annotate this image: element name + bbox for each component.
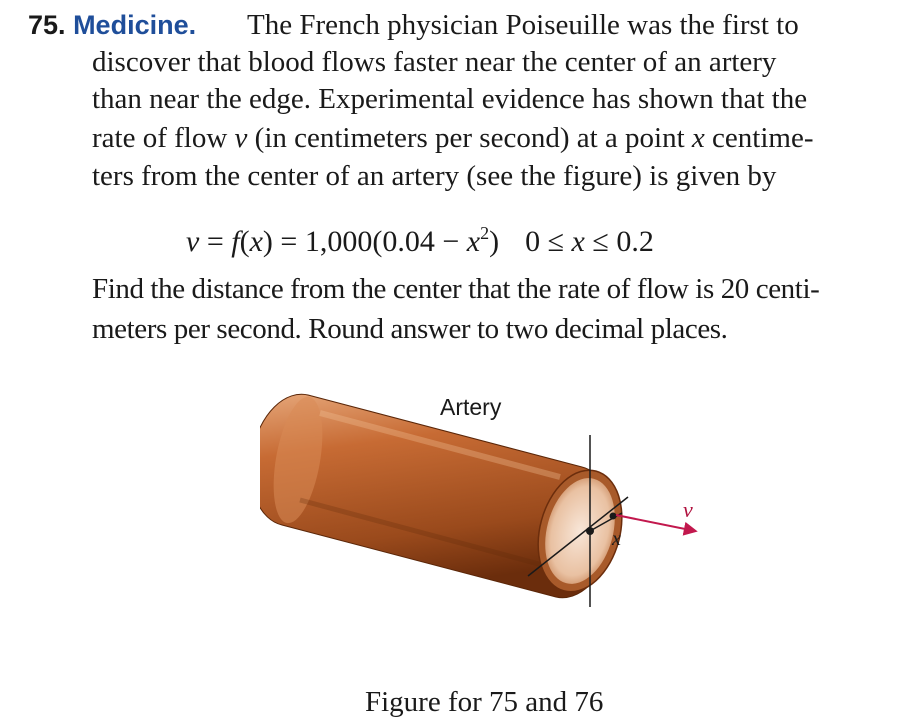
v-label: v [683,497,693,522]
line4-part-b: (in centimeters per second) at a point [247,122,692,154]
x-label: x [612,528,621,550]
artery-figure [260,385,710,615]
eq-lhs: v [186,225,200,258]
eq-equals-1: = [199,225,232,258]
eq-domain-x: x [571,225,585,258]
problem-text-line-7: meters per second. Round answer to two decimal places. [92,313,728,345]
center-point [586,527,594,535]
eq-argument: x [249,225,263,258]
problem-text-line-2: discover that blood flows faster near the center of an artery [92,46,777,78]
eq-paren-close: ) [262,225,273,258]
var-v: v [234,122,248,154]
problem-text-line-4 [92,119,814,157]
problem-number: 75. [28,10,66,40]
flow-equation [186,222,654,262]
point-x [610,513,617,520]
problem-heading [28,6,196,44]
artery-label: Artery [440,394,502,420]
eq-exponent: 2 [480,223,490,243]
line4-part-a: rate of flow [92,122,235,154]
eq-function: f [231,225,240,258]
eq-domain-b: ≤ 0.2 [584,225,654,258]
problem-text-line-3: than near the edge. Experimental evidence has shown that the [92,83,808,115]
eq-x: x [466,225,481,258]
problem-text-line-5: ters from the center of an artery (see the figure) is given by [92,160,777,192]
var-x: x [691,122,705,154]
eq-close: ) [489,225,500,258]
eq-paren-open: ( [239,225,250,258]
problem-text-line-1: The French physician Poiseuille was the first to [247,9,799,41]
figure-caption: Figure for 75 and 76 [365,686,604,718]
eq-domain-a: 0 ≤ [525,225,572,258]
problem-text-line-6: Find the distance from the center that the rate of flow is 20 centi- [92,273,820,305]
eq-equals-2: = 1,000(0.04 − [272,225,467,258]
problem-title: Medicine. [73,10,197,40]
line4-part-c: centime- [704,122,814,154]
artery-illustration [260,385,710,615]
